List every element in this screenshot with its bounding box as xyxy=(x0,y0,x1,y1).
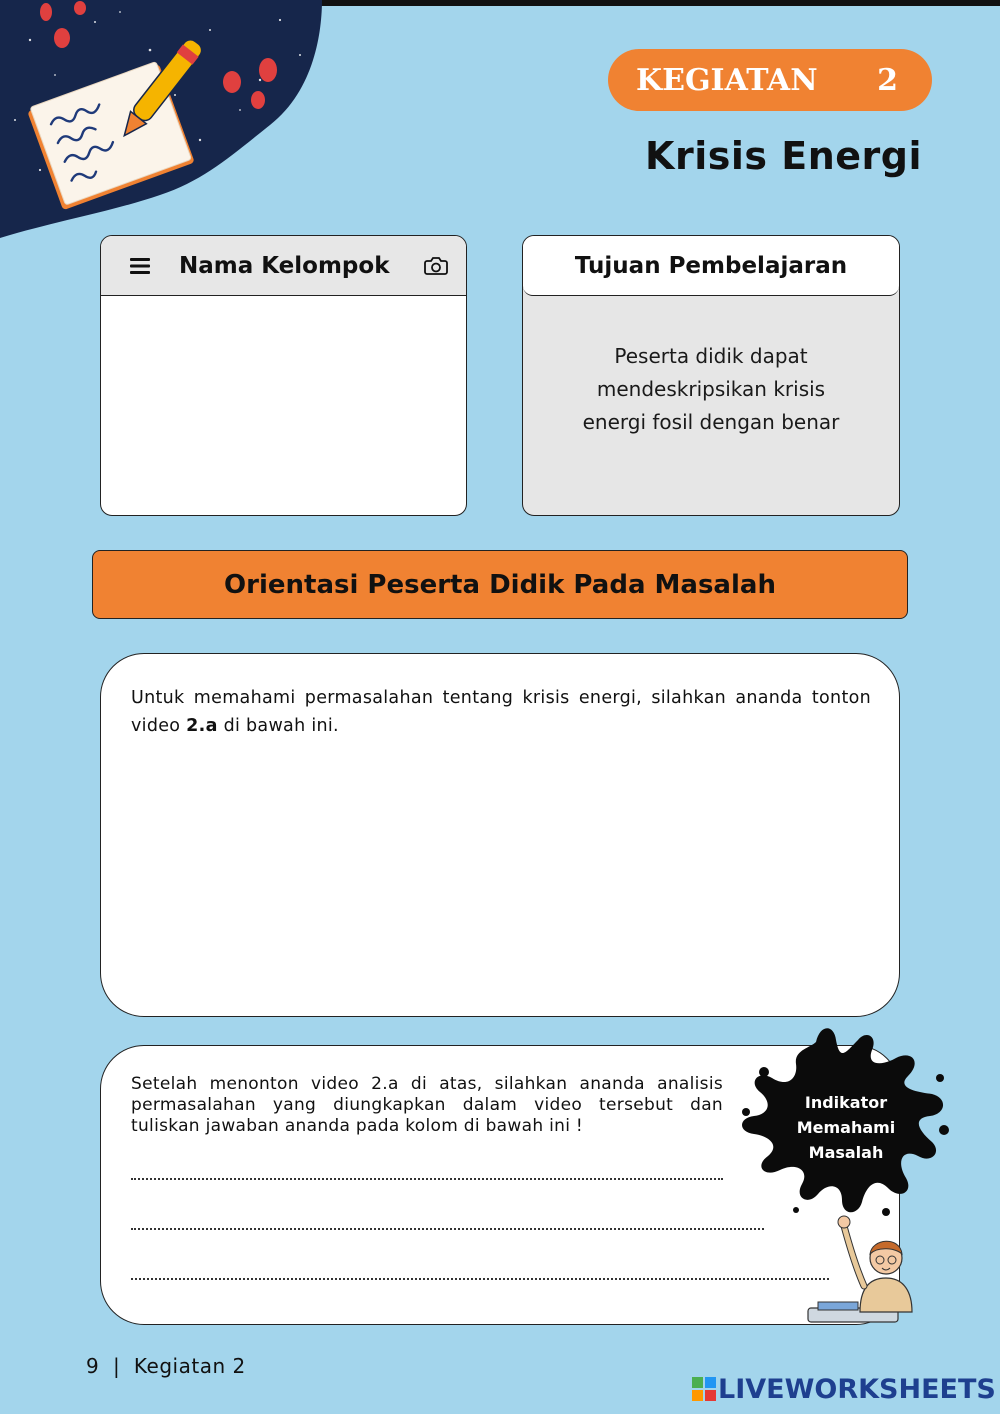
activity-label: KEGIATAN xyxy=(636,62,818,98)
learning-objective-text xyxy=(523,296,899,439)
video-reference: 2.a xyxy=(186,716,218,736)
page-footer xyxy=(86,1354,246,1378)
brand-name: LIVEWORKSHEETS xyxy=(718,1373,996,1405)
objective-line: mendeskripsikan krisis xyxy=(596,377,826,401)
video-box xyxy=(100,653,900,1017)
page-number: 9 xyxy=(86,1354,100,1378)
learning-objective-title: Tujuan Pembelajaran xyxy=(523,236,899,296)
answer-line[interactable] xyxy=(131,1178,723,1180)
section-banner: Orientasi Peserta Didik Pada Masalah xyxy=(92,550,908,619)
answer-line[interactable] xyxy=(131,1228,764,1230)
footer-separator: | xyxy=(112,1354,121,1378)
activity-badge xyxy=(608,49,932,111)
student-raising-hand-illustration xyxy=(804,1212,926,1330)
hamburger-menu-icon xyxy=(129,256,151,276)
camera-icon xyxy=(424,256,448,276)
indicator-line: Memahami xyxy=(796,1118,896,1137)
liveworksheets-brand[interactable] xyxy=(692,1372,996,1406)
liveworksheets-logo-icon xyxy=(692,1377,716,1401)
notebook-pen-illustration xyxy=(0,0,330,245)
indicator-text xyxy=(782,1090,910,1165)
group-name-input-area[interactable] xyxy=(101,296,466,516)
indicator-line: Indikator xyxy=(804,1093,888,1112)
answer-line[interactable] xyxy=(131,1278,829,1280)
objective-line: energi fosil dengan benar xyxy=(582,410,840,434)
learning-objective-card xyxy=(522,235,900,516)
footer-section: Kegiatan 2 xyxy=(133,1354,246,1378)
objective-line: Peserta didik dapat xyxy=(614,344,808,368)
group-name-header xyxy=(101,236,466,296)
indicator-line: Masalah xyxy=(808,1143,884,1162)
group-name-title: Nama Kelompok xyxy=(179,252,390,279)
group-name-card xyxy=(100,235,467,516)
page-title: Krisis Energi xyxy=(645,134,922,178)
video-instruction: Untuk memahami permasalahan tentang krisis energi, silahkan ananda tonton video 2.a di bawah ini. xyxy=(131,688,871,736)
analysis-instruction: Setelah menonton video 2.a di atas, silahkan ananda analisis permasalahan yang diungkapkan dalam video tersebut dan tuliskan jawaban ananda pada kolom di bawah ini ! xyxy=(131,1074,723,1136)
activity-number: 2 xyxy=(877,62,898,98)
